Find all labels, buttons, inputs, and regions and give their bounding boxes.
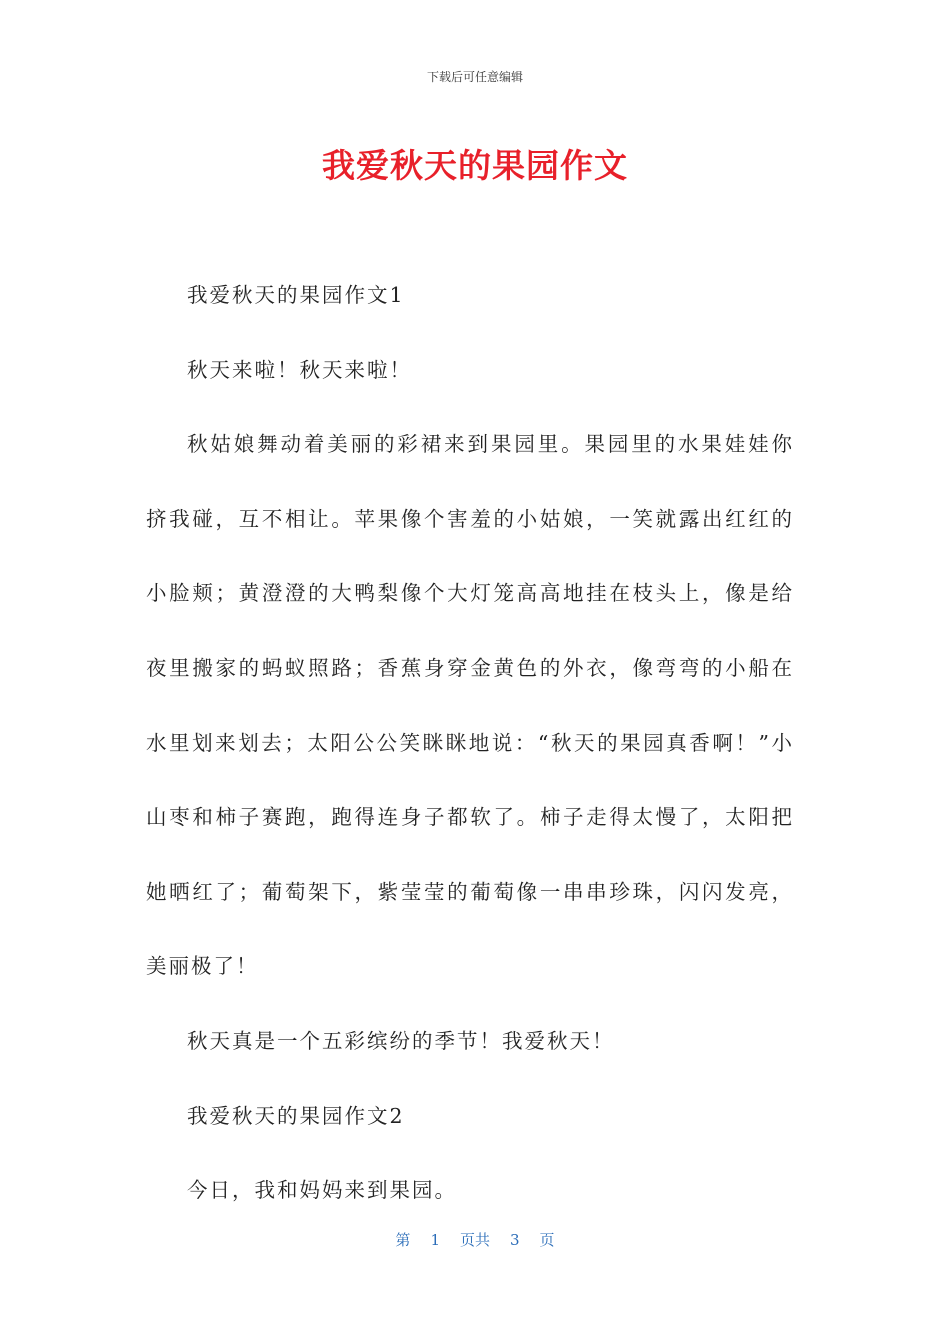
section-heading-2: 我爱秋天的果园作文2: [187, 1103, 405, 1128]
section-heading-1: 我爱秋天的果园作文1: [187, 283, 405, 307]
paragraph: 今日，我和妈妈来到果园。: [187, 1178, 457, 1203]
document-body: [146, 258, 794, 1228]
page-label-middle: 页共: [459, 1231, 490, 1249]
page-footer: [0, 1229, 950, 1250]
page-label-prefix: 第: [395, 1231, 411, 1249]
page-label-suffix: 页: [539, 1231, 555, 1249]
paragraph: 秋天来啦！秋天来啦！: [187, 357, 412, 382]
paragraph: 秋天真是一个五彩缤纷的季节！我爱秋天！: [187, 1028, 615, 1053]
page-current: 1: [430, 1231, 440, 1249]
paragraph: 秋姑娘舞动着美丽的彩裙来到果园里。果园里的水果娃娃你挤我碰，互不相让。苹果像个害羞的小姑娘，一笑就露出红红的小脸颊；黄澄澄的大鸭梨像个大灯笼高高地挂在枝头上，像是给夜里搬家的蚂蚁照路；香蕉身穿金黄色的外衣，像弯弯的小船在水里划来划去；太阳公公笑眯眯地说：“秋天的果园真香啊！”小山枣和柿子赛跑，跑得连身子都软了。柿子走得太慢了，太阳把她晒红了；葡萄架下，紫莹莹的葡萄像一串串珍珠，闪闪发亮，美丽极了！: [146, 432, 794, 979]
document-title: 我爱秋天的果园作文: [322, 146, 628, 185]
page-total: 3: [510, 1231, 520, 1249]
header-note: 下载后可任意编辑: [426, 70, 523, 84]
